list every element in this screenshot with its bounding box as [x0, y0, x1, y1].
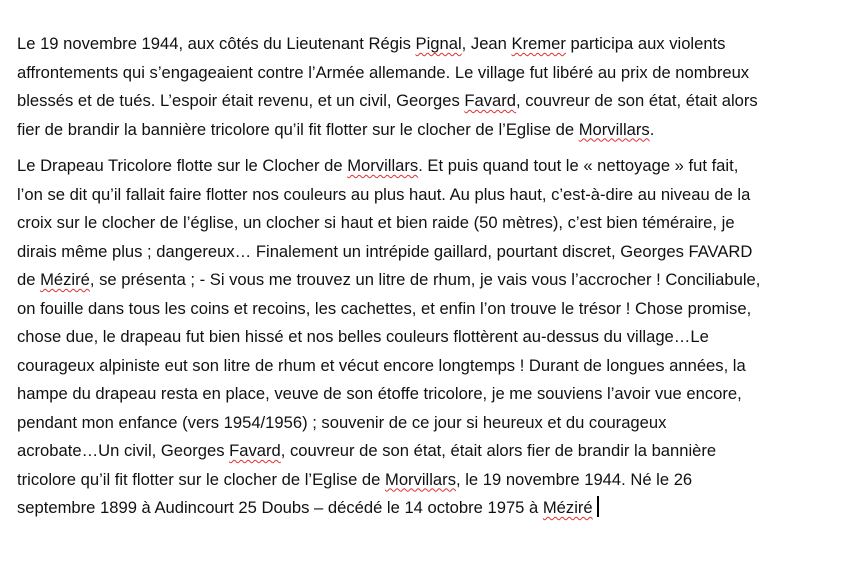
paragraph-1: [17, 30, 857, 144]
spellcheck-flagged-word[interactable]: Favard: [229, 441, 281, 460]
text-cursor: [597, 496, 599, 517]
text-line: [17, 30, 857, 59]
spellcheck-flagged-word[interactable]: Favard: [464, 91, 517, 110]
text-line: [17, 380, 857, 409]
text-line: [17, 87, 857, 116]
text-run: courageux alpiniste eut son litre de rhum et vécut encore longtemps ! Durant de longues années, la: [17, 355, 746, 375]
text-run: l’on se dit qu’il fallait faire flotter nos couleurs au plus haut. Au plus haut, c’est-à-dire au niveau de la: [17, 184, 751, 204]
text-line: [17, 466, 857, 495]
text-run: septembre 1899 à Audincourt 25 Doubs – décédé le 14 octobre 1975 à: [17, 498, 543, 517]
text-run: . Et puis quand tout le « nettoyage » fut fait,: [418, 156, 739, 175]
text-run: dirais même plus ; dangereux… Finalement un intrépide gaillard, pourtant discret, Georges FAVARD: [17, 241, 753, 261]
text-run: fier de brandir la bannière tricolore qu’il fit flotter sur le clocher de l’Eglise de: [17, 119, 579, 139]
text-run: Le Drapeau Tricolore flotte sur le Clocher de: [17, 156, 348, 175]
text-line: [17, 152, 857, 181]
text-run: , couvreur de son état, était alors fier de brandir la bannière: [280, 441, 717, 460]
text-line: [17, 59, 857, 88]
text-line: [17, 409, 857, 438]
spellcheck-flagged-word[interactable]: Morvillars: [578, 119, 650, 139]
text-line: [17, 352, 857, 381]
text-line: [17, 437, 857, 466]
text-run: de: [17, 270, 41, 289]
text-run: .: [649, 119, 655, 139]
text-line: [17, 295, 857, 324]
spellcheck-flagged-word[interactable]: Morvillars: [385, 469, 456, 489]
text-run: participa aux violents: [565, 34, 726, 53]
text-line: [17, 266, 857, 295]
text-run: Le 19 novembre 1944, aux côtés du Lieutenant Régis: [17, 34, 416, 53]
text-line: [17, 116, 857, 145]
text-run: chose due, le drapeau fut bien hissé et nos belles couleurs flottèrent au-dessus du village…Le: [17, 327, 709, 346]
text-run: on fouille dans tous les coins et recoins, les cachettes, et enfin l’on trouve le trésor ! Chose promise,: [17, 298, 752, 318]
text-run: hampe du drapeau resta en place, veuve de son étoffe tricolore, je me souviens l’avoir vue encore,: [17, 384, 742, 403]
spellcheck-flagged-word[interactable]: Morvillars: [347, 156, 419, 175]
text-run: tricolore qu’il fit flotter sur le clocher de l’Eglise de: [17, 469, 385, 489]
paragraph-2: [17, 152, 857, 523]
text-line: [17, 238, 857, 267]
text-run: affrontements qui s’engageaient contre l’Armée allemande. Le village fut libéré au prix de nombreux: [17, 62, 750, 82]
spellcheck-flagged-word[interactable]: Méziré: [542, 498, 593, 517]
text-line: [17, 181, 857, 210]
text-run: , se présenta ; - Si vous me trouvez un litre de rhum, je vais vous l’accrocher ! Conciliabule,: [89, 270, 761, 289]
text-run: , le 19 novembre 1944. Né le 26: [456, 469, 693, 489]
text-run: pendant mon enfance (vers 1954/1956) ; souvenir de ce jour si heureux et du courageux: [17, 412, 667, 432]
spellcheck-flagged-word[interactable]: Méziré: [40, 270, 90, 289]
text-run: croix sur le clocher de l’église, un clocher si haut et bien raide (50 mètres), c’est bien téméraire, je: [17, 213, 735, 232]
text-line: [17, 209, 857, 238]
spellcheck-flagged-word[interactable]: Kremer: [511, 34, 566, 53]
text-line: [17, 494, 857, 523]
text-run: , couvreur de son état, était alors: [516, 91, 758, 110]
spellcheck-flagged-word[interactable]: Pignal: [415, 34, 462, 53]
text-run: blessés et de tués. L’espoir était revenu, et un civil, Georges: [17, 91, 465, 110]
text-run: acrobate…Un civil, Georges: [17, 441, 230, 460]
text-line: [17, 323, 857, 352]
text-run: , Jean: [461, 34, 512, 53]
document-body[interactable]: [17, 30, 857, 523]
